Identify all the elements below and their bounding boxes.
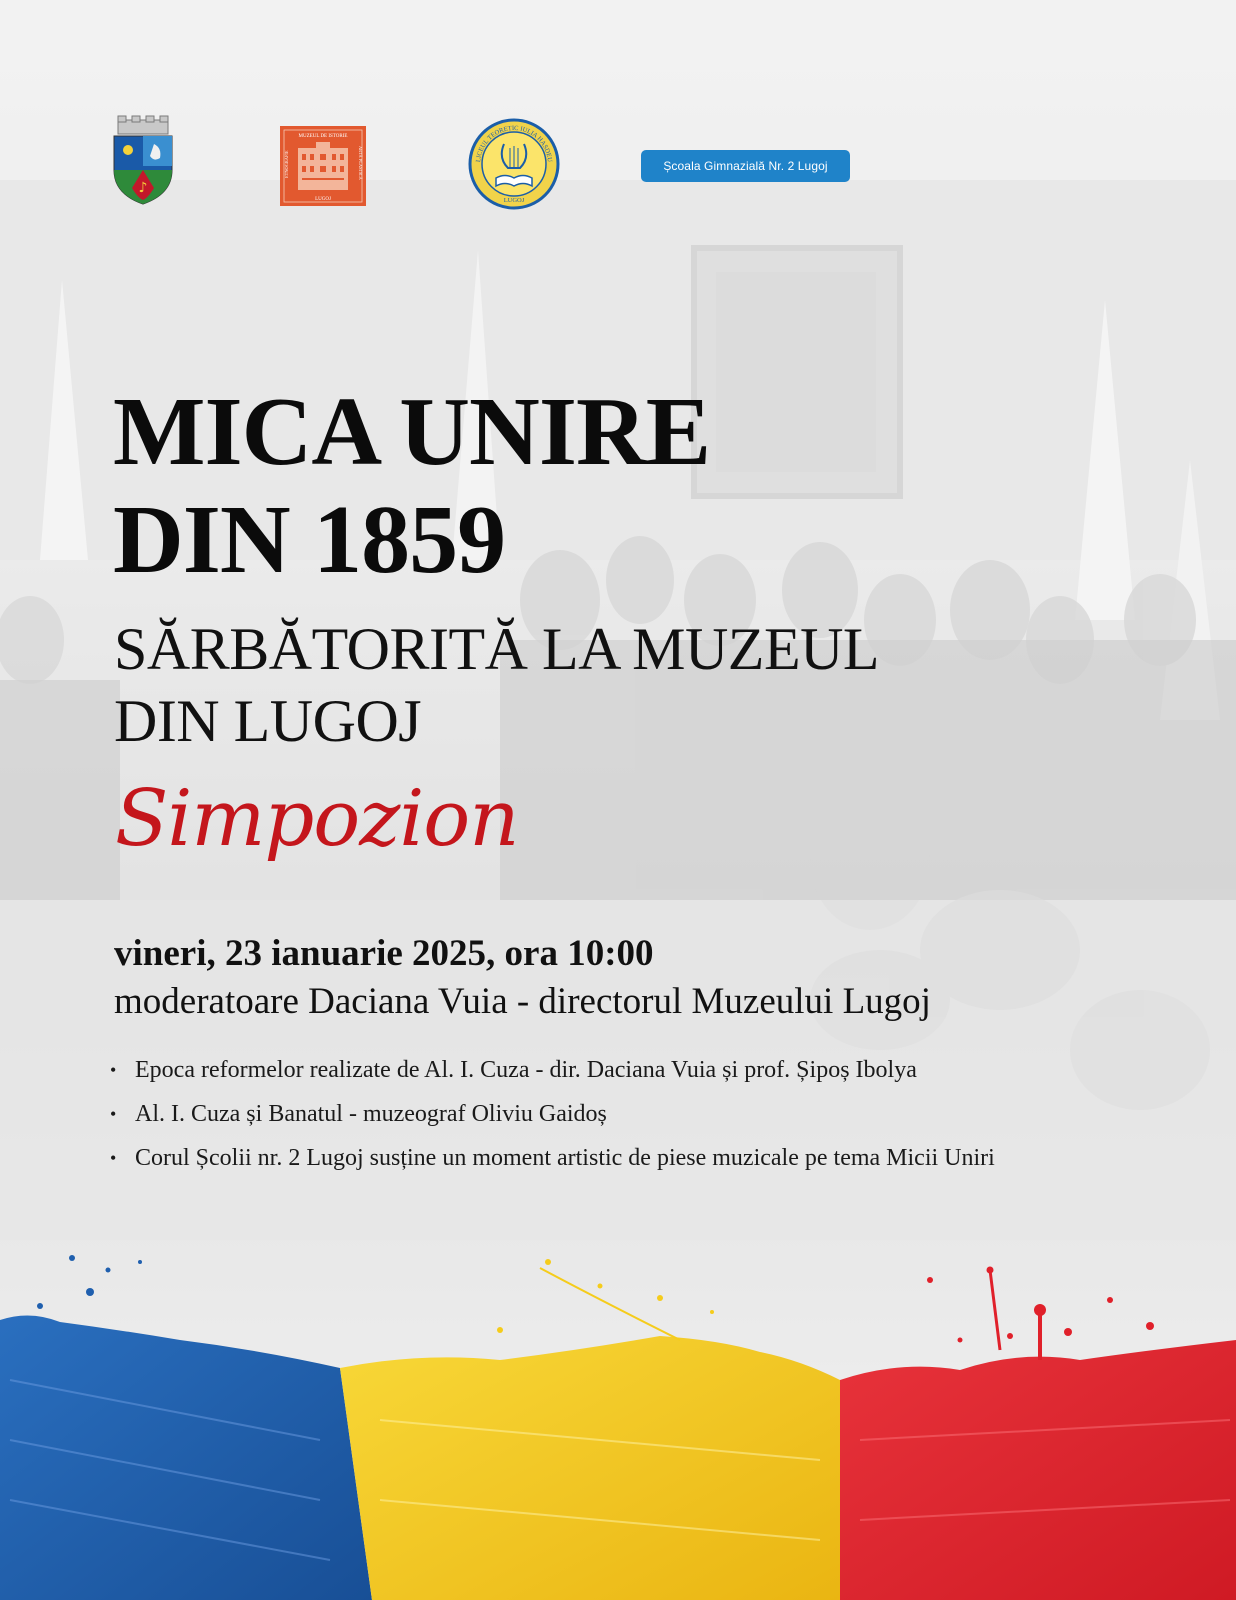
title-line-1: MICA UNIRE [113, 378, 711, 486]
lyceum-logo-icon [468, 118, 560, 210]
event-type-heading: Simpozion [115, 774, 519, 864]
museum-logo-text-top: MUZEUL DE ISTORIE [298, 134, 348, 139]
title-line-2: DIN 1859 [113, 486, 506, 594]
poster-subtitle [114, 613, 879, 757]
lyceum-logo-ring-text: LICEUL TEORETIC IULIA HASDEU [475, 124, 553, 163]
program-item [110, 1096, 995, 1140]
museum-logo-icon [280, 126, 366, 206]
program-item-text: Epoca reformelor realizate de Al. I. Cuza - dir. Daciana Vuia și prof. Șipoș Ibolya [135, 1057, 917, 1083]
tricolour-paint-flag [0, 1240, 1236, 1600]
bullet-icon: • [110, 1060, 117, 1080]
school-badge: Școala Gimnazială Nr. 2 Lugoj [641, 150, 850, 182]
event-moderator: moderatoare Daciana Vuia - directorul Muzeului Lugoj [114, 981, 931, 1022]
bullet-icon: • [110, 1148, 117, 1168]
museum-logo-text-right: ARTĂ PLASTICĂ [358, 146, 363, 180]
svg-text:♪: ♪ [138, 180, 148, 196]
program-item-text: Al. I. Cuza și Banatul - muzeograf Oliviu Gaidoș [135, 1101, 607, 1127]
event-date-time: vineri, 23 ianuarie 2025, ora 10:00 [114, 933, 654, 974]
museum-logo-text-left: ETNOGRAFIE [284, 150, 289, 178]
poster-title [113, 378, 710, 594]
museum-logo-text-bottom: LUGOJ [315, 197, 331, 202]
partner-logos [0, 112, 1236, 212]
program-item-text: Corul Școlii nr. 2 Lugoj susține un moment artistic de piese muzicale pe tema Micii Uniri [135, 1145, 995, 1171]
subtitle-line-2: DIN LUGOJ [114, 688, 422, 754]
bullet-icon: • [110, 1104, 117, 1124]
lyceum-logo-bottom-text: LUGOJ [503, 197, 525, 204]
program-item [110, 1140, 995, 1184]
city-coat-of-arms-icon [110, 114, 176, 206]
subtitle-line-1: SĂRBĂTORITĂ LA MUZEUL [114, 616, 880, 682]
program-item [110, 1052, 995, 1096]
program-list [110, 1052, 995, 1184]
